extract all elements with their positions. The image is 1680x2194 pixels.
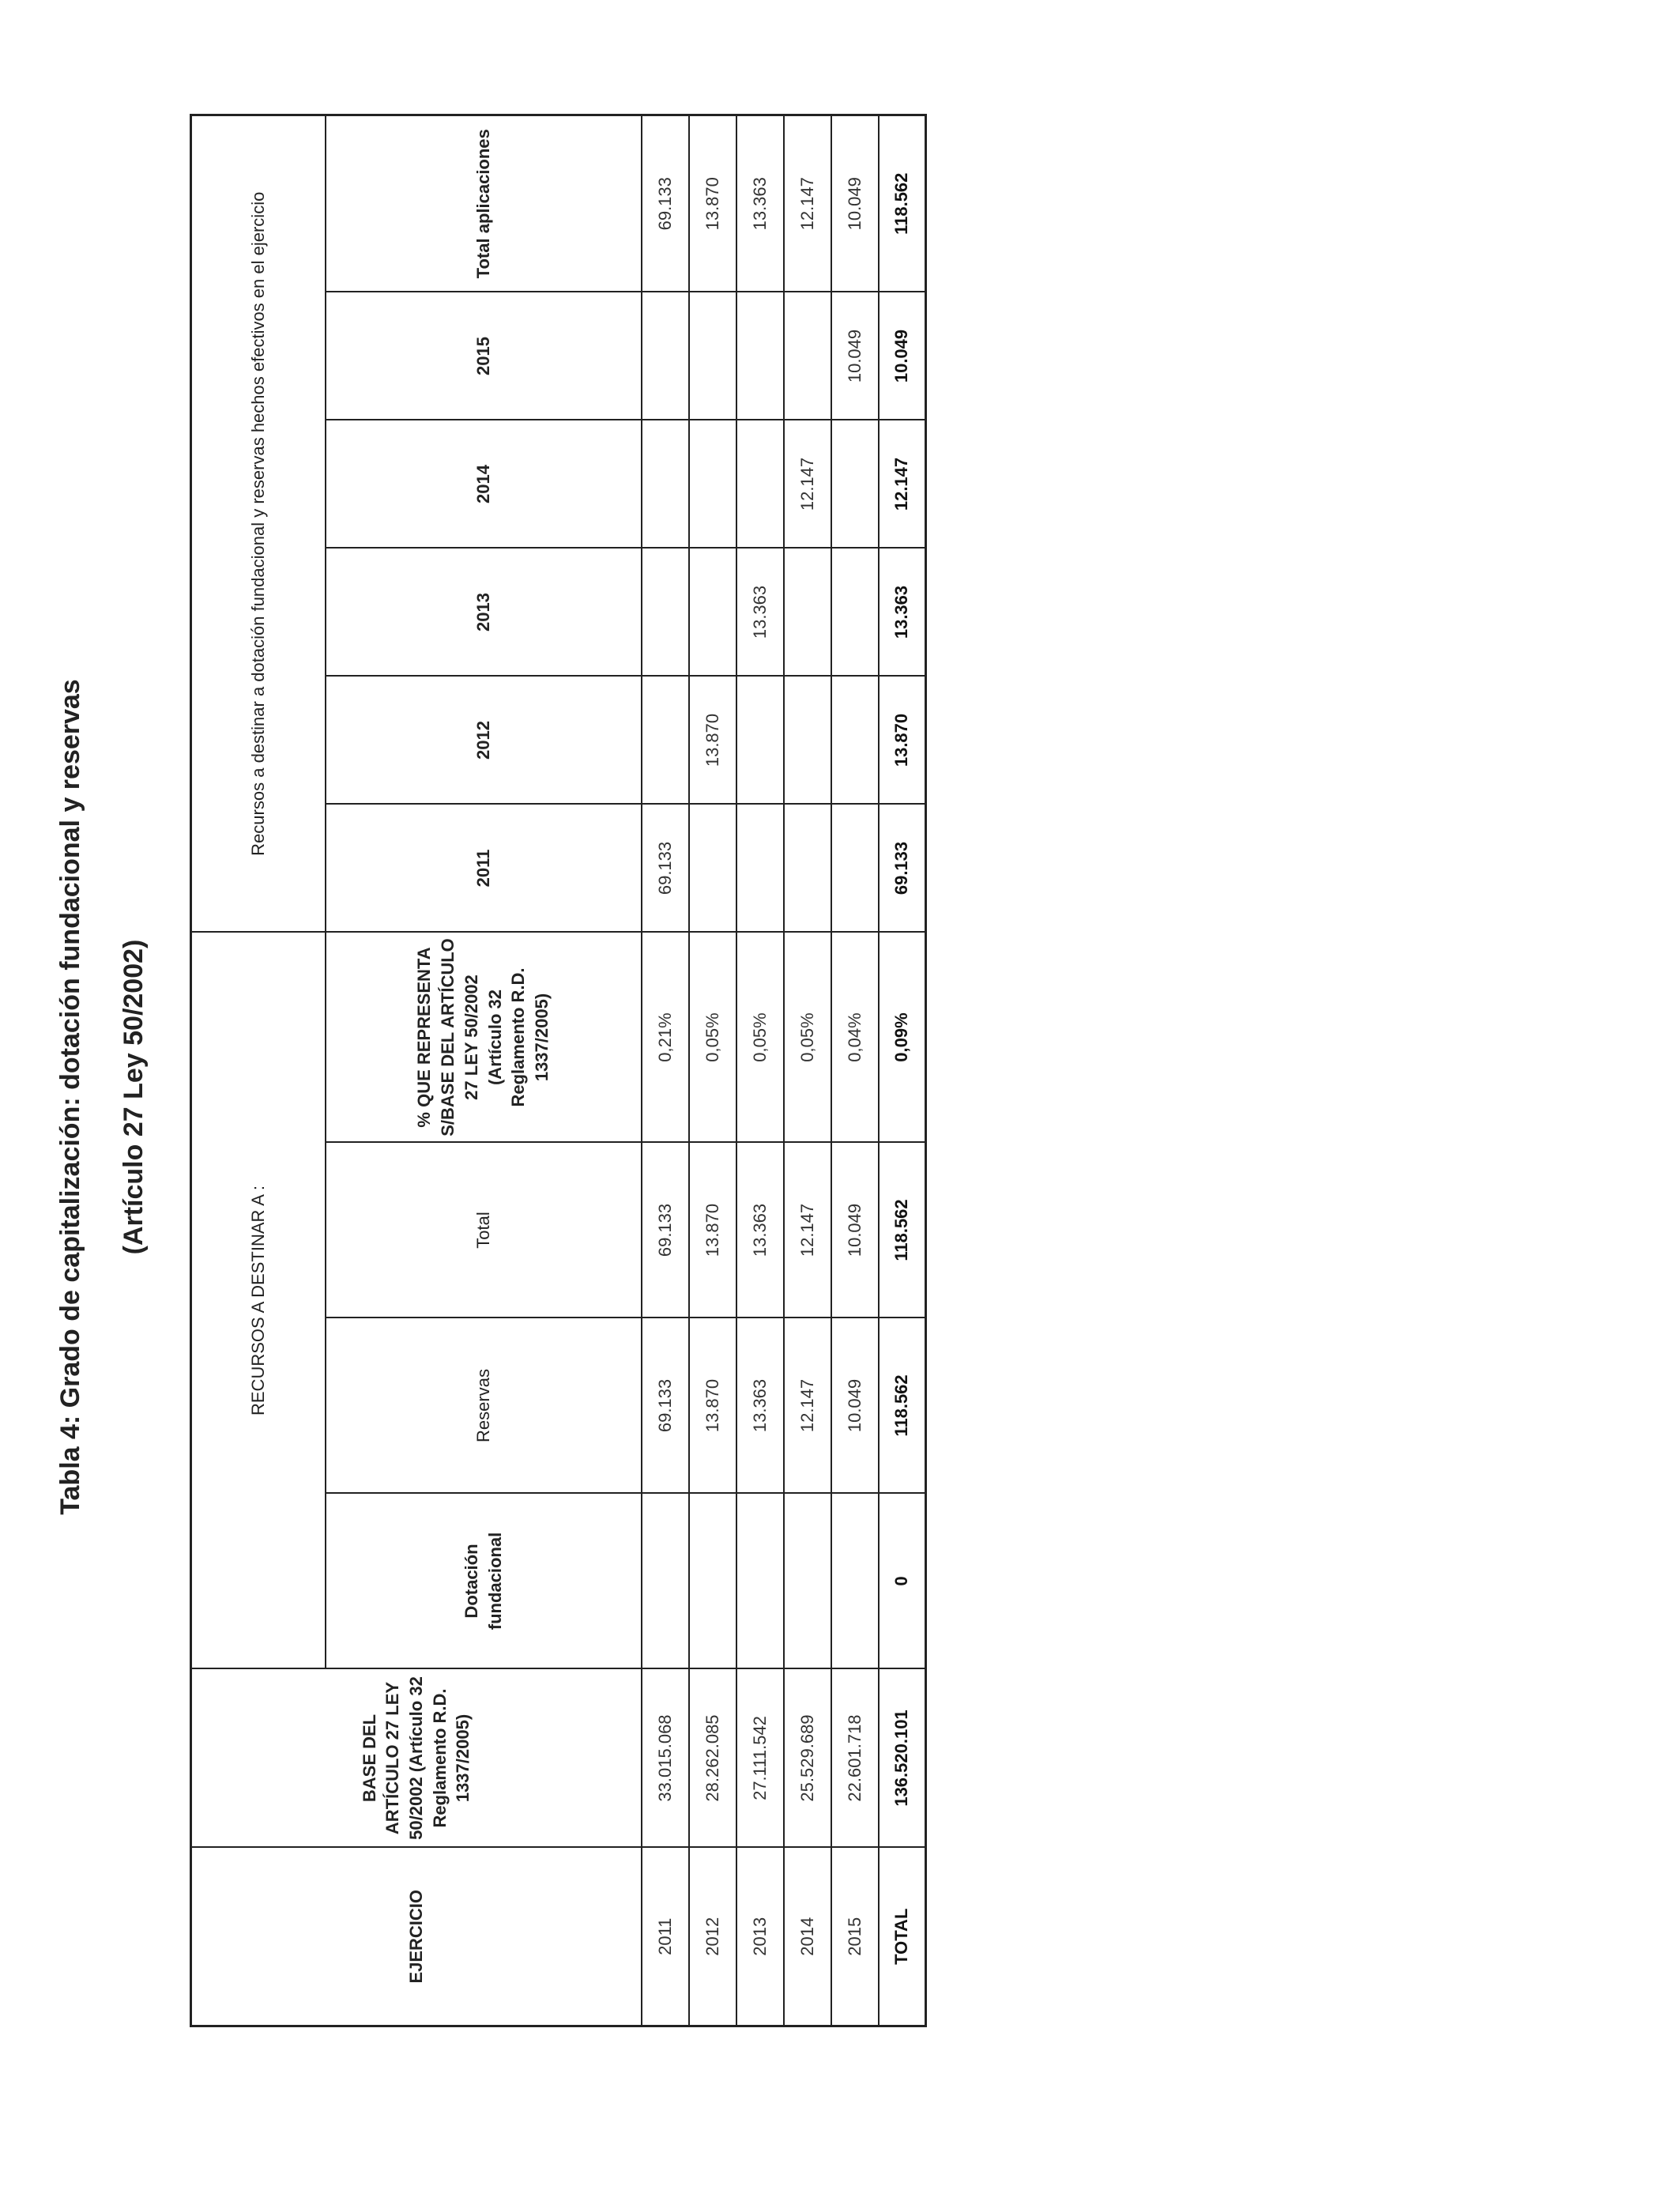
cell-ejercicio: 2014 [784,1848,831,2026]
cell-dotacion [784,1494,831,1669]
cell-reservas: 10.049 [831,1318,879,1494]
cell-ejercicio: 2013 [736,1848,784,2026]
cell-a2012: 13.870 [879,677,926,805]
cell-a2011 [689,805,736,933]
cell-total: 10.049 [831,1143,879,1318]
table-row [642,115,689,2026]
header-total: Total [326,1143,642,1318]
cell-ejercicio: 2011 [642,1848,689,2026]
cell-reservas: 12.147 [784,1318,831,1494]
cell-a2014 [736,420,784,548]
cell-a2015: 10.049 [831,292,879,420]
header-year-2014: 2014 [326,420,642,548]
cell-a2011 [831,805,879,933]
cell-a2014 [831,420,879,548]
cell-dotacion [642,1494,689,1669]
header-total-aplicaciones: Total aplicaciones [326,115,642,292]
cell-a2011: 69.133 [879,805,926,933]
cell-total: 12.147 [784,1143,831,1318]
cell-total: 69.133 [642,1143,689,1318]
cell-dotacion [831,1494,879,1669]
cell-porcentaje: 0,09% [879,933,926,1143]
cell-a2013 [784,548,831,677]
cell-a2011 [784,805,831,933]
cell-a2011 [736,805,784,933]
table-row [689,115,736,2026]
cell-a2011: 69.133 [642,805,689,933]
header-year-2015: 2015 [326,292,642,420]
cell-total-aplicaciones: 12.147 [784,115,831,292]
header-dotacion: Dotación fundacional [326,1494,642,1669]
cell-a2013 [689,548,736,677]
header-recursos-group: RECURSOS A DESTINAR A : [191,933,326,1669]
cell-total: 13.363 [736,1143,784,1318]
cell-porcentaje: 0,21% [642,933,689,1143]
table-total-row [879,115,926,2026]
cell-base: 28.262.085 [689,1669,736,1848]
cell-a2015: 10.049 [879,292,926,420]
cell-a2015 [736,292,784,420]
cell-reservas: 13.870 [689,1318,736,1494]
table-subtitle: (Artículo 27 Ley 50/2002) [119,939,149,1255]
cell-total: 13.870 [689,1143,736,1318]
cell-a2014: 12.147 [784,420,831,548]
cell-porcentaje: 0,05% [736,933,784,1143]
cell-reservas: 13.363 [736,1318,784,1494]
cell-a2012 [831,677,879,805]
cell-total: 118.562 [879,1143,926,1318]
table-row [736,115,784,2026]
cell-total-aplicaciones: 118.562 [879,115,926,292]
capitalization-table [190,114,927,2027]
header-reservas: Reservas [326,1318,642,1494]
header-aplicaciones-group: Recursos a destinar a dotación fundacional y reservas hechos efectivos en el ejercicio [191,115,326,933]
header-year-2011: 2011 [326,805,642,933]
cell-ejercicio: 2012 [689,1848,736,2026]
cell-total-aplicaciones: 13.870 [689,115,736,292]
cell-total-aplicaciones: 69.133 [642,115,689,292]
table-row [831,115,879,2026]
cell-porcentaje: 0,05% [784,933,831,1143]
table-container [190,114,927,2027]
cell-a2015 [784,292,831,420]
cell-a2014: 12.147 [879,420,926,548]
cell-a2013 [831,548,879,677]
cell-a2015 [689,292,736,420]
cell-a2012: 13.870 [689,677,736,805]
cell-dotacion [736,1494,784,1669]
header-base: BASE DEL ARTÍCULO 27 LEY 50/2002 (Artículo 32 Reglamento R.D. 1337/2005) [191,1669,642,1848]
cell-a2013: 13.363 [736,548,784,677]
cell-reservas: 69.133 [642,1318,689,1494]
cell-ejercicio: 2015 [831,1848,879,2026]
cell-dotacion [689,1494,736,1669]
cell-base: 33.015.068 [642,1669,689,1848]
cell-a2014 [689,420,736,548]
cell-porcentaje: 0,04% [831,933,879,1143]
header-ejercicio: EJERCICIO [191,1848,642,2026]
table-row [784,115,831,2026]
cell-base: 27.111.542 [736,1669,784,1848]
cell-a2012 [642,677,689,805]
cell-a2015 [642,292,689,420]
header-year-2013: 2013 [326,548,642,677]
cell-a2012 [784,677,831,805]
table-title: Tabla 4: Grado de capitalización: dotación fundacional y reservas [55,679,85,1515]
cell-a2013: 13.363 [879,548,926,677]
cell-base: 22.601.718 [831,1669,879,1848]
cell-reservas: 118.562 [879,1318,926,1494]
header-year-2012: 2012 [326,677,642,805]
cell-total-aplicaciones: 13.363 [736,115,784,292]
cell-total-aplicaciones: 10.049 [831,115,879,292]
cell-base: 136.520.101 [879,1669,926,1848]
header-porcentaje: % QUE REPRESENTA S/BASE DEL ARTÍCULO 27 LEY 50/2002 (Artículo 32 Reglamento R.D. 1337/2005) [326,933,642,1143]
cell-base: 25.529.689 [784,1669,831,1848]
cell-a2013 [642,548,689,677]
cell-a2014 [642,420,689,548]
cell-porcentaje: 0,05% [689,933,736,1143]
cell-dotacion: 0 [879,1494,926,1669]
cell-ejercicio: TOTAL [879,1848,926,2026]
cell-a2012 [736,677,784,805]
